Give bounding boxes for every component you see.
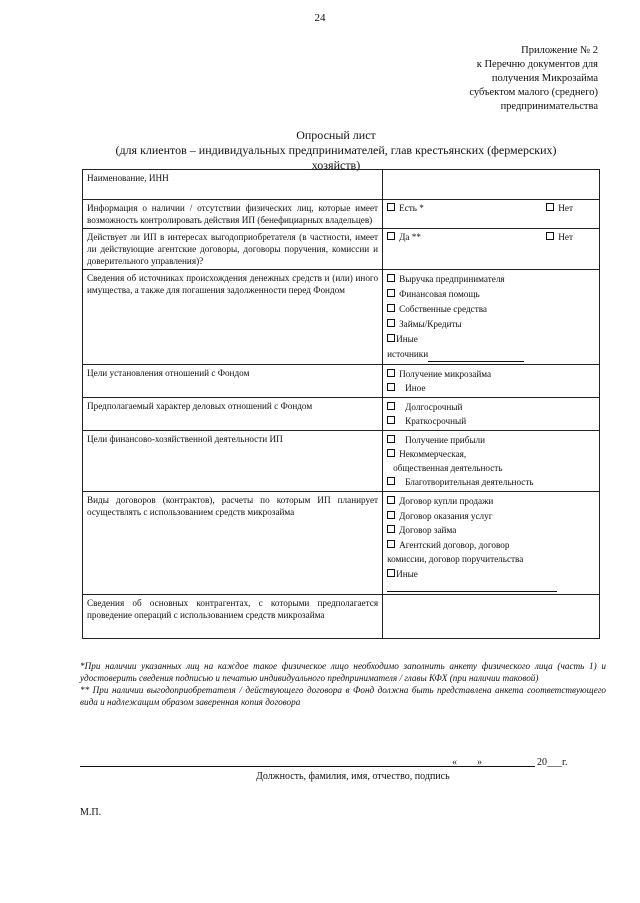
- checkbox-icon[interactable]: [387, 274, 395, 282]
- appendix-line: Приложение № 2: [521, 45, 598, 56]
- checkbox-icon[interactable]: [387, 569, 395, 577]
- option-revenue[interactable]: Выручка предпринимателя: [387, 272, 595, 287]
- checkbox-icon[interactable]: [387, 203, 395, 211]
- option-get-microloan[interactable]: Получение микрозайма: [387, 367, 595, 381]
- checkbox-icon[interactable]: [387, 319, 395, 327]
- other-sources-line[interactable]: источники: [387, 347, 595, 362]
- row-label: Информация о наличии / отсутствии физических лиц, которые имеет возможность контролировать действия ИП (бенефициарных владельцев): [83, 200, 383, 229]
- footnote: ** При наличии выгодоприобретателя / действующего договора в Фонд должна быть представлена анкета соответствующего вида и надлежащим образом заверенная копия договора: [80, 685, 606, 707]
- answer-cell: [383, 200, 600, 229]
- option-own-funds[interactable]: Собственные средства: [387, 302, 595, 317]
- row-label: Сведения об основных контрагентах, с которыми предполагается проведение операций с использованием средств микрозайма: [83, 595, 383, 639]
- appendix-line: получения Микрозайма: [491, 73, 598, 84]
- answer-field[interactable]: [383, 170, 600, 200]
- checkbox-icon[interactable]: [387, 435, 395, 443]
- answer-field[interactable]: [383, 595, 600, 639]
- checkbox-icon[interactable]: [387, 289, 395, 297]
- checkbox-icon[interactable]: [387, 369, 395, 377]
- option-nonprofit[interactable]: Некоммерческая,: [387, 447, 595, 461]
- option-other[interactable]: Иные: [387, 332, 595, 347]
- page-number: 24: [314, 12, 326, 24]
- option-financial-aid[interactable]: Финансовая помощь: [387, 287, 595, 302]
- checkbox-icon[interactable]: [387, 449, 395, 457]
- title-line: хозяйств): [311, 158, 361, 172]
- option-loan-contract[interactable]: Договор займа: [387, 523, 595, 538]
- checkbox-icon[interactable]: [387, 232, 395, 240]
- date-field[interactable]: «____» __________ 20___г.: [452, 757, 568, 768]
- table-row: [83, 595, 600, 639]
- option-charity[interactable]: Благотворительная деятельность: [387, 475, 595, 489]
- answer-cell: [383, 270, 600, 365]
- option-other[interactable]: Иные: [387, 567, 595, 582]
- stamp-place: М.П.: [80, 807, 102, 818]
- answer-cell: [383, 398, 600, 431]
- footnotes: [80, 660, 606, 708]
- row-label: Предполагаемый характер деловых отношений с Фондом: [83, 398, 383, 431]
- footnote: *При наличии указанных лиц на каждое такое физическое лицо необходимо заполнить анкету физического лица (часть 1) и удостоверить сведения подписью и печатью индивидуального предпринимателя / главы КФХ (при наличии таковой): [80, 661, 606, 683]
- table-row: [83, 270, 600, 365]
- table-row: [83, 431, 600, 492]
- table-row: [83, 200, 600, 229]
- appendix-line: к Перечню документов для: [476, 59, 598, 70]
- appendix-line: субъектом малого (среднего): [469, 87, 598, 98]
- option-yes[interactable]: Есть *: [387, 202, 424, 214]
- title-line: (для клиентов – индивидуальных предпринимателей, глав крестьянских (фермерских): [115, 143, 557, 157]
- answer-cell: [383, 365, 600, 398]
- option-agency-contract-cont: комиссии, договор поручительства: [387, 554, 524, 564]
- answer-cell: [383, 431, 600, 492]
- option-profit[interactable]: Получение прибыли: [387, 433, 595, 447]
- option-nonprofit-cont: общественная деятельность: [393, 463, 503, 473]
- table-row: [83, 398, 600, 431]
- option-other[interactable]: Иное: [387, 381, 595, 395]
- row-label: Сведения об источниках происхождения денежных средств и (или) иного имущества, а также для погашения задолженности перед Фондом: [83, 270, 383, 365]
- checkbox-icon[interactable]: [387, 525, 395, 533]
- questionnaire-table: [82, 169, 600, 639]
- document-title: [0, 128, 640, 173]
- checkbox-icon[interactable]: [387, 496, 395, 504]
- row-label: Цели установления отношений с Фондом: [83, 365, 383, 398]
- fill-in-line[interactable]: [428, 352, 524, 362]
- checkbox-icon[interactable]: [546, 232, 554, 240]
- checkbox-icon[interactable]: [387, 477, 395, 485]
- checkbox-icon[interactable]: [387, 304, 395, 312]
- table-row: [83, 170, 600, 200]
- checkbox-icon[interactable]: [387, 511, 395, 519]
- row-label: Действует ли ИП в интересах выгодоприобретателя (в частности, имеет ли действующие агентские договоры, договоры поручения, комиссии и доверительного управления)?: [83, 229, 383, 270]
- option-sale-contract[interactable]: Договор купли продажи: [387, 494, 595, 509]
- table-row: [83, 365, 600, 398]
- option-service-contract[interactable]: Договор оказания услуг: [387, 509, 595, 524]
- checkbox-icon[interactable]: [387, 540, 395, 548]
- checkbox-icon[interactable]: [387, 402, 395, 410]
- row-label: Наименование, ИНН: [83, 170, 383, 200]
- signature-caption: Должность, фамилия, имя, отчество, подпись: [256, 771, 450, 782]
- title-line: Опросный лист: [296, 128, 376, 142]
- option-short-term[interactable]: Краткосрочный: [387, 414, 595, 428]
- fill-in-line[interactable]: [387, 581, 557, 592]
- checkbox-icon[interactable]: [387, 383, 395, 391]
- option-yes[interactable]: Да **: [387, 231, 421, 243]
- checkbox-icon[interactable]: [387, 334, 395, 342]
- checkbox-icon[interactable]: [387, 416, 395, 424]
- answer-cell: [383, 229, 600, 270]
- table-row: [83, 492, 600, 595]
- appendix-line: предпринимательства: [500, 101, 598, 112]
- checkbox-icon[interactable]: [546, 203, 554, 211]
- option-loans[interactable]: Займы/Кредиты: [387, 317, 595, 332]
- appendix-header: [378, 44, 598, 114]
- row-label: Виды договоров (контрактов), расчеты по которым ИП планирует осуществлять с использованием средств микрозайма: [83, 492, 383, 595]
- option-no[interactable]: Нет: [546, 231, 573, 243]
- table-row: [83, 229, 600, 270]
- answer-cell: [383, 492, 600, 595]
- option-long-term[interactable]: Долгосрочный: [387, 400, 595, 414]
- option-agency-contract[interactable]: Агентский договор, договор: [387, 538, 595, 553]
- option-no[interactable]: Нет: [546, 202, 573, 214]
- row-label: Цели финансово-хозяйственной деятельности ИП: [83, 431, 383, 492]
